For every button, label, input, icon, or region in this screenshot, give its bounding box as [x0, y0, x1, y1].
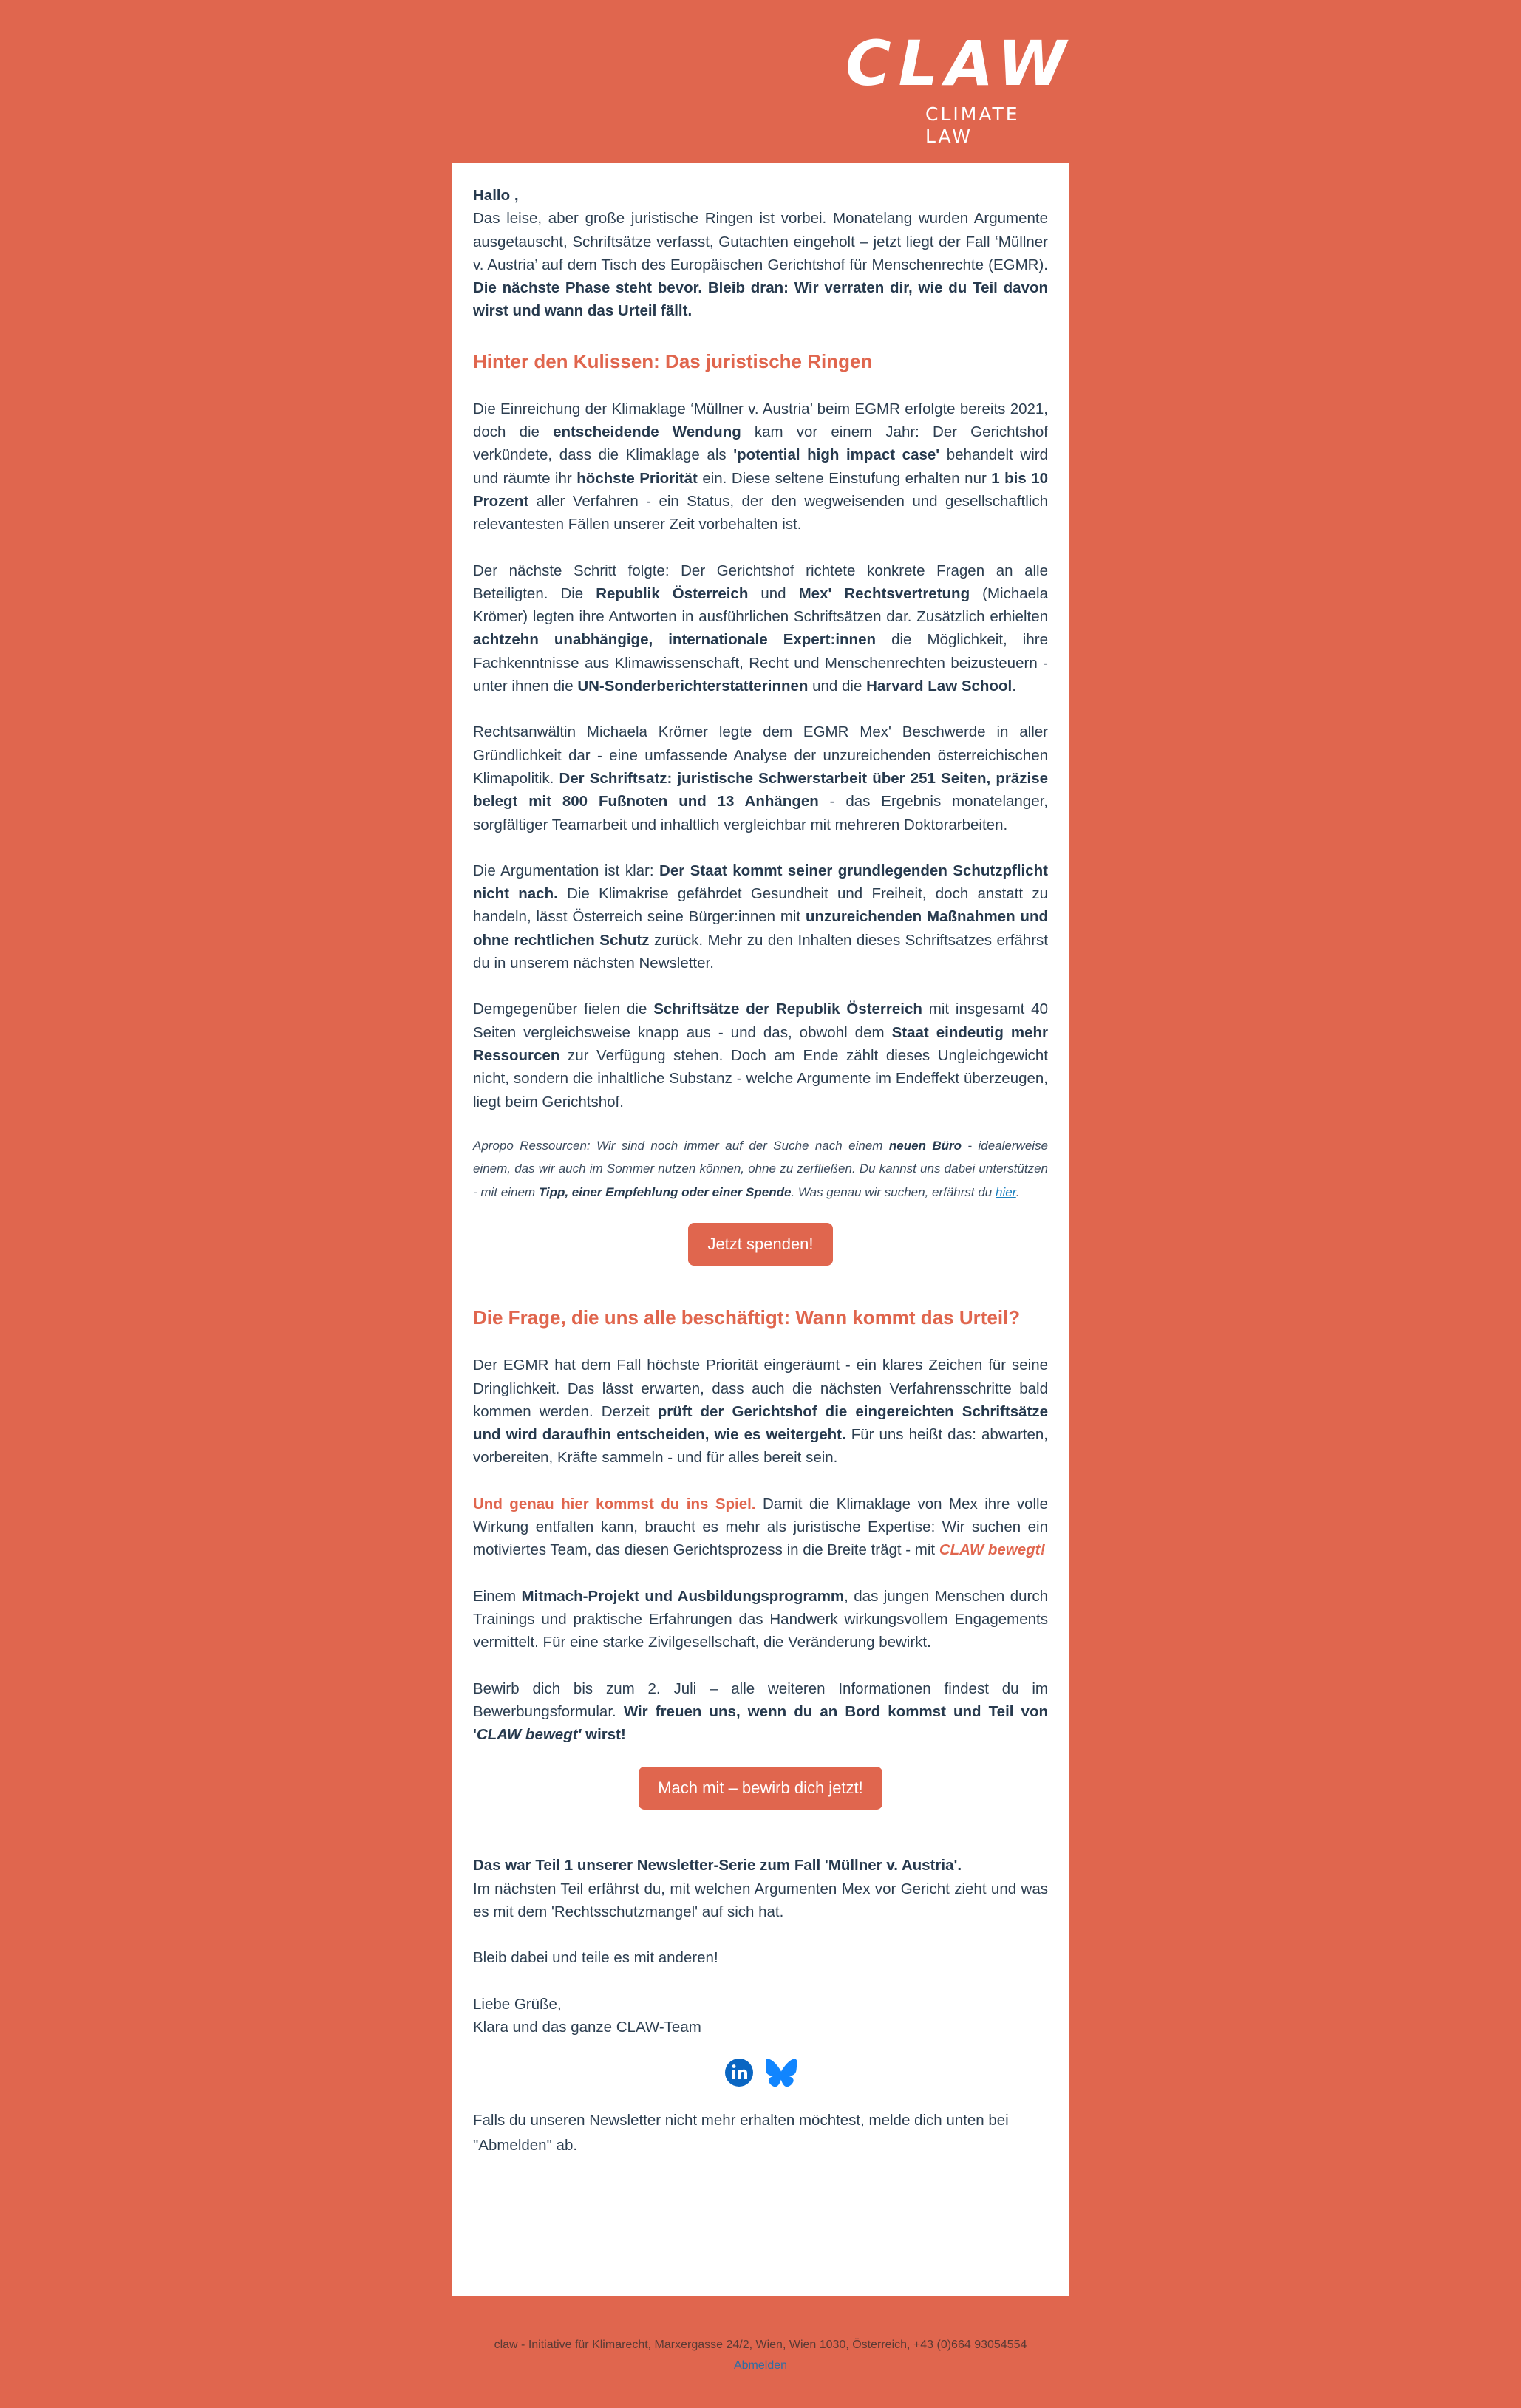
- section1-paragraph-2: Der nächste Schritt folgte: Der Gerichtshof richtete konkrete Fragen an alle Beteiligten. Die Republik Österreich und Mex' Rechtsvertretung (Michaela Krömer) legten ihre Antworten in ausführlichen Schriftsätzen dar. Zusätzlich erhielten achtzehn unabhängige, internationale Expert:innen die Möglichkeit, ihre Fachkenntnisse aus Klimawissenschaft, Recht und Menschenrechten beizusteuern - unter ihnen die UN-Sonderberichterstatterinnen und die Harvard Law School.: [473, 562, 1048, 695]
- footer-address: claw - Initiative für Klimarecht, Marxergasse 24/2, Wien, Wien 1030, Österreich, +43 (0)664 93054554: [494, 2339, 1027, 2351]
- logo-wordmark: CLAW: [845, 27, 1074, 100]
- section2-paragraph-2: Und genau hier kommst du ins Spiel. Damit die Klimaklage von Mex ihre volle Wirkung entfalten kann, braucht es mehr als juristische Expertise: Wir suchen ein motiviertes Team, das diesen Gerichtsprozess in die Breite trägt - mit CLAW bewegt!: [473, 1495, 1048, 1559]
- section1-paragraph-5: Demgegenüber fielen die Schriftsätze der Republik Österreich mit insgesamt 40 Seiten vergleichsweise knapp aus - und das, obwohl dem Staat eindeutig mehr Ressourcen zur Verfügung stehen. Doch am Ende zählt dieses Ungleichgewicht nicht, sondern die inhaltliche Substanz - welche Argumente im Endeffekt überzeugen, liegt beim Gerichtshof.: [473, 1000, 1048, 1111]
- section2-paragraph-1: Der EGMR hat dem Fall höchste Priorität eingeräumt - ein klares Zeichen für seine Dringlichkeit. Das lässt erwarten, dass auch die nächsten Verfahrensschritte bald kommen werden. Derzeit prüft der Gerichtshof die eingereichten Schriftsätze und wird daraufhin entscheiden, wie es weitergeht. Für uns heißt das: abwarten, vorbereiten, Kräfte sammeln - und für alles bereit sein.: [473, 1357, 1048, 1467]
- closing-regards: Liebe Grüße,: [473, 1995, 562, 2013]
- claw-logo: [843, 27, 1074, 151]
- section2-heading: Die Frage, die uns alle beschäftigt: Wann kommt das Urteil?: [473, 1306, 1021, 1329]
- social-links: [473, 2058, 1048, 2090]
- logo-subtitle: [925, 103, 1020, 148]
- unsubscribe-link[interactable]: Abmelden: [733, 2359, 788, 2372]
- logo-sub-law: LAW: [925, 126, 973, 147]
- unsubscribe-note: Falls du unseren Newsletter nicht mehr erhalten möchtest, melde dich unten bei "Abmelden" ab.: [473, 2112, 1009, 2155]
- intro-paragraph: Das leise, aber große juristische Ringen ist vorbei. Monatelang wurden Argumente ausgetauscht, Schriftsätze verfasst, Gutachten eingeholt – jetzt liegt der Fall ‘Müllner v. Austria’ auf dem Tisch des Europäischen Gerichtshof für Menschenrechte (EGMR). Die nächste Phase steht bevor. Bleib dran: Wir verraten dir, wie du Teil davon wirst und wann das Urteil fällt.: [473, 210, 1048, 320]
- closing-share: Bleib dabei und teile es mit anderen!: [473, 1949, 718, 1967]
- office-info-link[interactable]: hier: [996, 1184, 1016, 1199]
- footer: [452, 2335, 1069, 2376]
- linkedin-icon[interactable]: [724, 2058, 754, 2091]
- newsletter-content: [473, 184, 1048, 2158]
- closing-next-part: Im nächsten Teil erfährst du, mit welchen Argumenten Mex vor Gericht zieht und was es mit dem 'Rechtsschutzmangel' auf sich hat.: [473, 1880, 1048, 1921]
- section2-paragraph-3: Einem Mitmach-Projekt und Ausbildungsprogramm, das jungen Menschen durch Trainings und praktische Erfahrungen das Handwerk wirkungsvollem Engagements vermittelt. Für eine starke Zivilgesellschaft, die Veränderung bewirkt.: [473, 1587, 1048, 1651]
- logo-sub-climate: CLIMATE: [925, 103, 1020, 125]
- closing-signature: Klara und das ganze CLAW-Team: [473, 2018, 701, 2036]
- section1-heading: Hinter den Kulissen: Das juristische Ringen: [473, 349, 873, 372]
- greeting: Hallo ,: [473, 187, 519, 204]
- office-note: Apropo Ressourcen: Wir sind noch immer auf der Suche nach einem neuen Büro - idealerweise einem, das wir auch im Sommer nutzen können, ohne zu zerfließen. Du kannst uns dabei unterstützen - mit einem Tipp, einer Empfehlung oder einer Spende. Was genau wir suchen, erfährst du hier.: [473, 1138, 1048, 1199]
- newsletter-card: [452, 163, 1069, 2296]
- bluesky-icon[interactable]: [766, 2059, 797, 2090]
- donate-button[interactable]: Jetzt spenden!: [688, 1223, 832, 1266]
- apply-button[interactable]: Mach mit – bewirb dich jetzt!: [639, 1767, 882, 1810]
- section2-paragraph-4: Bewirb dich bis zum 2. Juli – alle weiteren Informationen findest du im Bewerbungsformular. Wir freuen uns, wenn du an Bord kommst und Teil von 'CLAW bewegt' wirst!: [473, 1679, 1049, 1744]
- closing-series-note: Das war Teil 1 unserer Newsletter-Serie zum Fall 'Müllner v. Austria'.: [473, 1857, 962, 1875]
- section1-paragraph-3: Rechtsanwältin Michaela Krömer legte dem EGMR Mex' Beschwerde in aller Gründlichkeit dar - eine umfassende Analyse der unzureichenden österreichischen Klimapolitik. Der Schriftsatz: juristische Schwerstarbeit über 251 Seiten, präzise belegt mit 800 Fußnoten und 13 Anhängen - das Ergebnis monatelanger, sorgfältiger Teamarbeit und inhaltlich vergleichbar mit mehreren Doktorarbeiten.: [473, 723, 1049, 833]
- section1-paragraph-1: Die Einreichung der Klimaklage ‘Müllner v. Austria’ beim EGMR erfolgte bereits 2021, doch die entscheidende Wendung kam vor einem Jahr: Der Gerichtshof verkündete, dass die Klimaklage als 'potential high impact case' behandelt wird und räumte ihr höchste Priorität ein. Diese seltene Einstufung erhalten nur 1 bis 10 Prozent aller Verfahren - ein Status, der den wegweisenden und gesellschaftlich relevantesten Fällen unserer Zeit vorbehalten ist.: [473, 400, 1049, 533]
- section1-paragraph-4: Die Argumentation ist klar: Der Staat kommt seiner grundlegenden Schutzpflicht nicht nach. Die Klimakrise gefährdet Gesundheit und Freiheit, doch anstatt zu handeln, lässt Österreich seine Bürger:innen mit unzureichenden Maßnahmen und ohne rechtlichen Schutz zurück. Mehr zu den Inhalten dieses Schriftsatzes erfährst du in unserem nächsten Newsletter.: [473, 862, 1048, 972]
